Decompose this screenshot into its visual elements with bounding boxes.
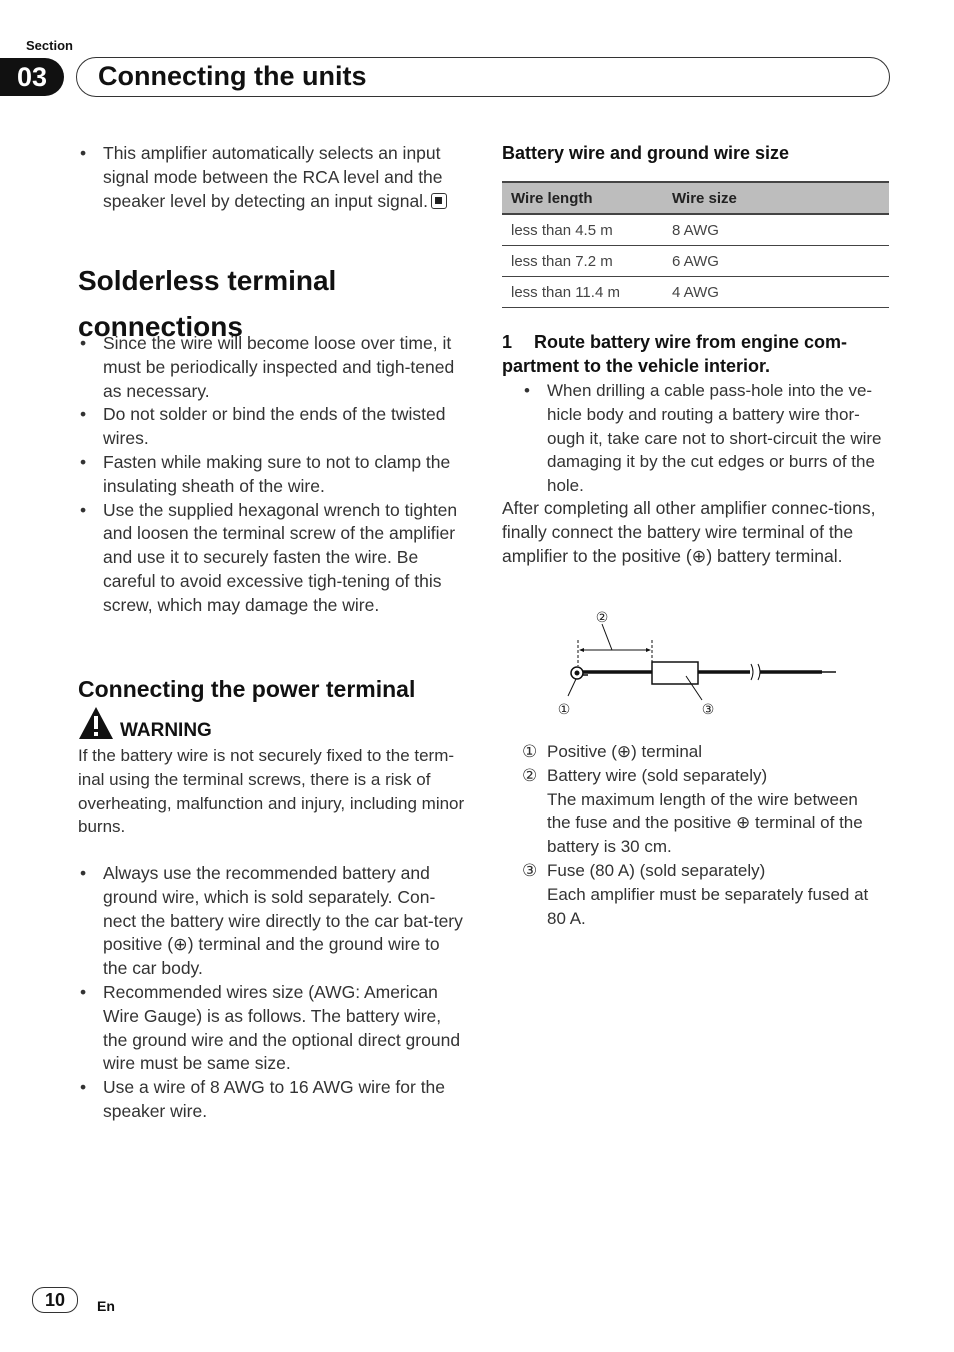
warning-heading [78, 706, 478, 742]
table-row [502, 214, 889, 246]
legend-line: Battery wire (sold separately) [547, 765, 768, 785]
end-mark-icon [431, 193, 447, 209]
diagram-legend [522, 740, 886, 930]
table-header-cell: Wire size [663, 182, 889, 214]
list-item: • Recommended wires size (AWG: American Wire Gauge) is as follows. The battery wire, the ground wire and the optional direct ground wire must be same size. [78, 981, 464, 1076]
step-1-bullets [522, 379, 884, 498]
intro-block [78, 142, 458, 213]
page-number: 10 [32, 1287, 78, 1313]
list-item: • Use the supplied hexagonal wrench to tighten and loosen the terminal screw of the amplifier and use it to securely fasten the wire. Be careful to avoid excessive tigh-tening of this screw, which may damage the wire. [78, 499, 464, 618]
legend-item [522, 859, 886, 930]
table-cell: 6 AWG [663, 246, 889, 277]
fuse-box [652, 662, 698, 684]
power-title: Connecting the power terminal [78, 676, 416, 702]
table-title: Battery wire and ground wire size [502, 143, 790, 163]
section-number-badge: 03 [0, 58, 64, 96]
power-bullets [78, 862, 464, 1124]
table-cell: less than 11.4 m [502, 277, 663, 308]
after-text: After completing all other amplifier connec-tions, finally connect the battery wire terminal of the amplifier to the positive (⊕) battery terminal. [502, 498, 876, 566]
diagram-label-3: ③ [701, 702, 715, 718]
section-title: Connecting the units [98, 61, 367, 91]
solderless-bullets [78, 332, 464, 618]
intro-bullet: • This amplifier automatically selects an input signal mode between the RCA level and the speaker level by detecting an input signal. [78, 142, 458, 213]
power-section-title-wrap [78, 676, 415, 703]
legend-line: Positive (⊕) terminal [547, 742, 703, 761]
legend-item [522, 740, 886, 764]
diagram-label-1: ① [557, 702, 571, 718]
list-item: • Fasten while making sure to not to clamp the insulating sheath of the wire. [78, 451, 464, 499]
step-number: 1 [502, 332, 513, 352]
warning-text: If the battery wire is not securely fixed to the term-inal using the terminal screws, there is a risk of overheating, malfunction and injury, including minor burns. [78, 746, 465, 837]
step-1 [502, 330, 882, 378]
warning-label: WARNING [120, 720, 212, 741]
legend-line: Each amplifier must be separately fused at 80 A. [547, 884, 869, 928]
legend-mark: ③ [522, 860, 538, 880]
table-cell: 8 AWG [663, 214, 889, 246]
list-item: • Since the wire will become loose over time, it must be periodically inspected and tigh-tened as necessary. [78, 332, 464, 403]
step-text: Route battery wire from engine com-partment to the vehicle interior. [502, 332, 848, 376]
section-label: Section [26, 38, 73, 53]
legend-line: Fuse (80 A) (sold separately) [547, 860, 766, 880]
table-header-cell: Wire length [502, 182, 663, 214]
table-cell: less than 7.2 m [502, 246, 663, 277]
solderless-title: Solderless terminal connections [78, 265, 337, 342]
legend-mark: ② [522, 765, 538, 785]
table-row [502, 246, 889, 277]
legend-mark: ① [522, 742, 538, 761]
list-item: • When drilling a cable pass-hole into the ve-hicle body and routing a battery wire thor-ough it, take care not to short-circuit the wire damaging it by the cut edges or burrs of the hole. [522, 379, 884, 498]
language-code: En [97, 1298, 115, 1314]
list-item: • Always use the recommended battery and ground wire, which is sold separately. Con-nect the battery wire directly to the car bat-tery positive (⊕) terminal and the ground wire to the car body. [78, 862, 464, 981]
wire-size-table [502, 181, 889, 308]
battery-wire-diagram [550, 606, 850, 722]
wire-diagram-svg [550, 606, 850, 722]
table-cell: 4 AWG [663, 277, 889, 308]
table-header-row [502, 182, 889, 214]
diagram-label-2: ② [595, 610, 609, 626]
list-item: • Do not solder or bind the ends of the twisted wires. [78, 403, 464, 451]
legend-item [522, 764, 886, 859]
list-item: • Use a wire of 8 AWG to 16 AWG wire for the speaker wire. [78, 1076, 464, 1124]
table-row [502, 277, 889, 308]
warning-icon [78, 706, 114, 740]
table-cell: less than 4.5 m [502, 214, 663, 246]
legend-line: The maximum length of the wire between the fuse and the positive ⊕ terminal of the battery is 30 cm. [547, 789, 863, 857]
